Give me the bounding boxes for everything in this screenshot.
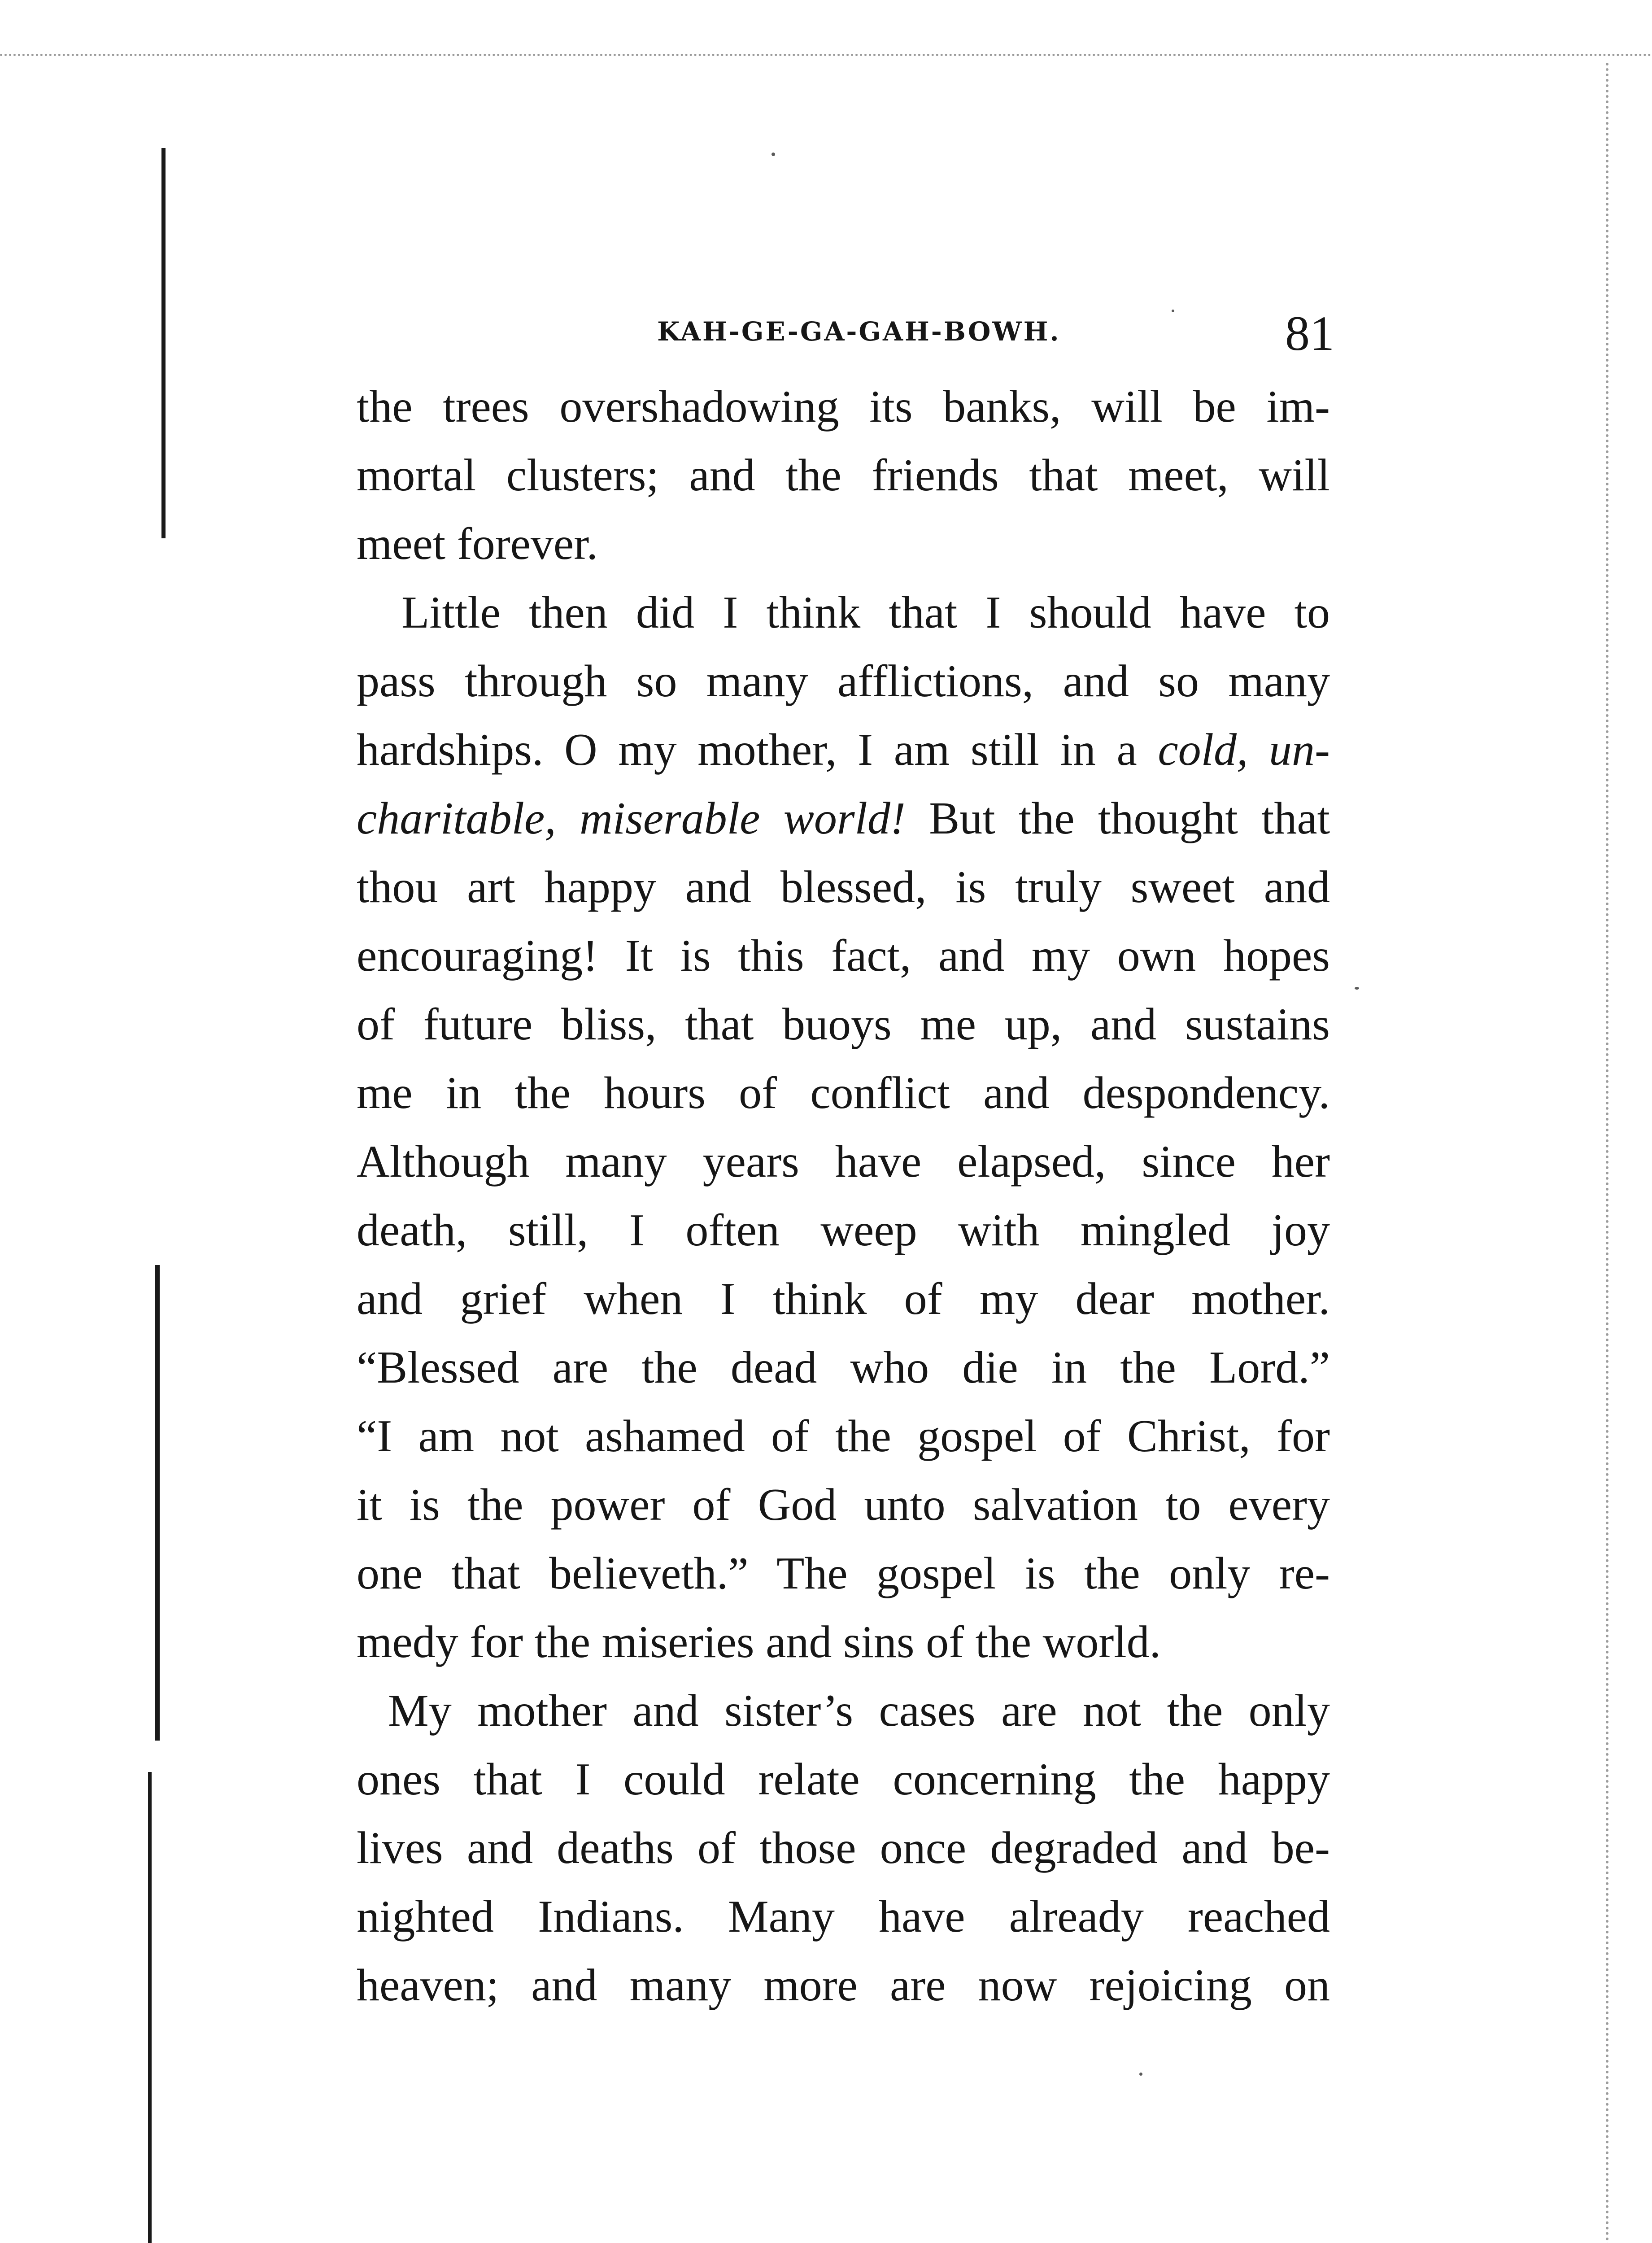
text-line: one that believeth.” The gospel is the only re-	[357, 1548, 1330, 1599]
binding-mark	[155, 1265, 160, 1741]
text-line: lives and deaths of those once degraded and be-	[357, 1823, 1330, 1873]
body-text	[357, 372, 1330, 2020]
speck	[1172, 310, 1174, 312]
running-head: KAH-GE-GA-GAH-BOWH.	[657, 316, 1061, 347]
scan-edge-right	[1606, 63, 1608, 2243]
italic-text-run: charitable, miserable world!	[357, 793, 906, 844]
text-line: and grief when I think of my dear mother.	[357, 1274, 1330, 1324]
text-line: Little then did I think that I should have to	[401, 587, 1330, 638]
speck	[1139, 2073, 1142, 2076]
text-run: hardships. O my mother, I am still in a	[357, 724, 1158, 775]
text-line: Although many years have elapsed, since her	[357, 1136, 1330, 1187]
speck	[772, 153, 775, 156]
text-line: meet forever.	[357, 519, 598, 569]
text-line: the trees overshadowing its banks, will be im-	[357, 381, 1330, 432]
text-line: “I am not ashamed of the gospel of Christ, for	[357, 1411, 1330, 1462]
text-line: “Blessed are the dead who die in the Lord.”	[357, 1342, 1330, 1393]
binding-mark	[148, 1772, 152, 2243]
text-line: My mother and sister’s cases are not the only	[388, 1685, 1330, 1736]
speck	[1355, 987, 1359, 990]
scan-edge-top	[0, 54, 1652, 56]
text-run: But the thought that	[905, 793, 1330, 844]
text-line: heaven; and many more are now rejoicing on	[357, 1960, 1330, 2011]
text-line: pass through so many afflictions, and so many	[357, 656, 1330, 707]
text-line: mortal clusters; and the friends that meet, will	[357, 450, 1330, 501]
text-line: ones that I could relate concerning the happy	[357, 1754, 1330, 1805]
text-line: medy for the miseries and sins of the world.	[357, 1617, 1161, 1667]
binding-mark	[161, 148, 166, 538]
text-line	[357, 784, 1330, 853]
text-line: death, still, I often weep with mingled joy	[357, 1205, 1330, 1256]
italic-text-run: cold, un-	[1158, 724, 1330, 775]
text-line: me in the hours of conflict and despondency.	[357, 1068, 1330, 1118]
text-line: nighted Indians. Many have already reached	[357, 1891, 1330, 1942]
text-line: thou art happy and blessed, is truly sweet and	[357, 862, 1330, 912]
text-line: encouraging! It is this fact, and my own hopes	[357, 930, 1330, 981]
text-line: it is the power of God unto salvation to every	[357, 1479, 1330, 1530]
text-line: of future bliss, that buoys me up, and sustains	[357, 999, 1330, 1050]
page-number: 81	[1285, 306, 1334, 361]
text-line	[357, 716, 1330, 784]
